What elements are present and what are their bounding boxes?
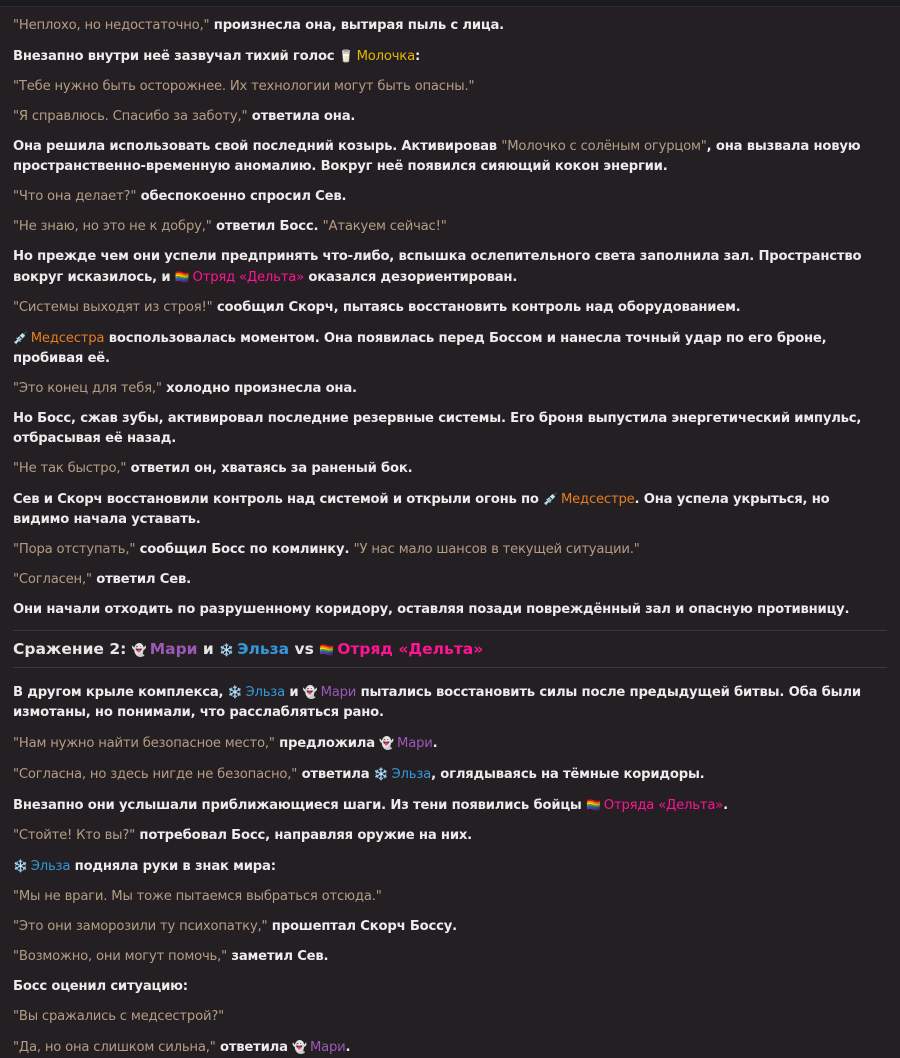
rainbow-flag-icon: 🏳️‍🌈 — [319, 643, 335, 657]
milk-icon: 🥛 — [338, 49, 354, 63]
story-paragraph — [13, 887, 887, 907]
section-battle-2 — [13, 630, 887, 668]
story-paragraph — [13, 247, 887, 288]
character-name-mari: Мари — [320, 685, 357, 700]
story-paragraph — [13, 187, 887, 207]
story-paragraph — [13, 16, 887, 36]
narration-text: и — [197, 640, 220, 658]
quote-text: "Молочко с солёным огурцом" — [501, 139, 707, 154]
character-name-delta: Отряд «Дельта» — [192, 270, 304, 285]
narration-text: сообщил Скорч, пытаясь восстановить контроль над оборудованием. — [212, 300, 741, 315]
paragraphs-after — [13, 682, 887, 1058]
quote-text: "Да, но она слишком сильна," — [13, 1040, 216, 1055]
narration-text: , оглядываясь на тёмные коридоры. — [431, 767, 705, 782]
character-name-elsa: Эльза — [245, 685, 285, 700]
character-name-elsa: Эльза — [391, 767, 432, 782]
quote-text: "Нам нужно найти безопасное место," — [13, 736, 275, 751]
quote-text: "Возможно, они могут помочь," — [13, 949, 227, 964]
snowflake-icon: ❄️ — [219, 643, 235, 657]
character-name-mari: Мари — [149, 640, 198, 658]
ghost-icon: 👻 — [292, 1040, 307, 1054]
narration-text: . — [345, 1040, 351, 1055]
character-name-molochka: Молочка — [356, 49, 415, 64]
story-paragraph — [13, 570, 887, 590]
story-paragraph — [13, 947, 887, 967]
snowflake-icon: ❄️ — [227, 685, 243, 699]
quote-text: "Вы сражались с медсестрой?" — [13, 1009, 224, 1024]
story-paragraph — [13, 217, 887, 237]
narration-text: . Она успела укрыться, но видимо начала уставать. — [13, 492, 830, 527]
story-paragraph — [13, 682, 887, 723]
quote-text: "Согласна, но здесь нигде не безопасно," — [13, 767, 298, 782]
narration-text: холодно произнесла она. — [161, 381, 357, 396]
character-name-delta: Отряда «Дельта» — [603, 798, 724, 813]
story-paragraph — [13, 77, 887, 97]
quote-text: "Это они заморозили ту психопатку," — [13, 919, 268, 934]
narration-text: обеспокоенно спросил Сев. — [136, 189, 347, 204]
narration-text: произнесла она, вытирая пыль с лица. — [209, 18, 504, 33]
quote-text: "Атакуем сейчас!" — [322, 219, 447, 234]
paragraphs-before — [13, 16, 887, 620]
narration-text: заметил Сев. — [226, 949, 329, 964]
story-paragraph — [13, 600, 887, 620]
quote-text: "Стойте! Кто вы?" — [13, 828, 136, 843]
narration-text: ответил Босс. — [211, 219, 323, 234]
narration-text: оказался дезориентирован. — [303, 270, 518, 285]
narration-text: Внезапно внутри неё зазвучал тихий голос — [13, 49, 339, 64]
narration-text: сообщил Босс по комлинку. — [135, 542, 354, 557]
story-paragraph — [13, 107, 887, 127]
narration-text: Сев и Скорч восстановили контроль над системой и открыли огонь по — [13, 492, 544, 507]
syringe-icon: 💉 — [13, 331, 28, 345]
narration-text: Босс оценил ситуацию: — [13, 979, 188, 994]
rainbow-flag-icon: 🏳️‍🌈 — [174, 270, 190, 284]
story-paragraph — [13, 917, 887, 937]
narration-text: предложила — [274, 736, 380, 751]
narration-text: , она вызвала новую пространственно-временную аномалию. Вокруг неё появился сияющий кокон энергии. — [13, 139, 861, 174]
snowflake-icon: ❄️ — [13, 859, 28, 873]
story-paragraph — [13, 328, 887, 369]
story-paragraph — [13, 1007, 887, 1027]
story-paragraph — [13, 459, 887, 479]
quote-text: "Системы выходят из строя!" — [13, 300, 213, 315]
story-paragraph — [13, 764, 887, 785]
narration-text: Сражение 2: — [13, 640, 132, 658]
narration-text: ответил Сев. — [91, 572, 191, 587]
quote-text: "Я справлюсь. Спасибо за заботу," — [13, 109, 248, 124]
narration-text: . — [432, 736, 438, 751]
narration-text: воспользовалась моментом. Она появилась перед Боссом и нанесла точный удар по его броне, пробивая её. — [13, 331, 827, 366]
character-name-delta: Отряд «Дельта» — [337, 640, 484, 658]
ghost-icon: 👻 — [131, 643, 147, 657]
story-paragraph — [13, 489, 887, 530]
ghost-icon: 👻 — [379, 736, 395, 750]
story-paragraph — [13, 826, 887, 846]
quote-text: "Согласен," — [13, 572, 92, 587]
narration-text: Она решила использовать свой последний козырь. Активировав — [13, 139, 502, 154]
story-paragraph — [13, 1037, 887, 1058]
character-name-medsestra: Медсестре — [560, 492, 635, 507]
narration-text: прошептал Скорч Боссу. — [267, 919, 457, 934]
narration-text: Они начали отходить по разрушенному коридору, оставляя позади повреждённый зал и опасную противницу. — [13, 602, 850, 617]
snowflake-icon: ❄️ — [373, 767, 389, 781]
story-paragraph — [13, 298, 887, 318]
narration-text: ответил он, хватаясь за раненый бок. — [126, 461, 413, 476]
story-paragraph — [13, 795, 887, 816]
ghost-icon: 👻 — [302, 685, 318, 699]
story-paragraph — [13, 733, 887, 754]
narration-text: : — [414, 49, 421, 64]
narration-text: Но Босс, сжав зубы, активировал последние резервные системы. Его броня выпустила энергетический импульс, отбрасывая её назад. — [13, 411, 862, 446]
syringe-icon: 💉 — [543, 492, 558, 506]
narration-text: потребовал Босс, направляя оружие на них. — [135, 828, 472, 843]
narration-text: Но прежде чем они успели предпринять что-либо, вспышка ослепительного света заполнила зал. Пространство вокруг исказилось, и — [13, 249, 862, 285]
character-name-elsa: Эльза — [30, 859, 71, 874]
narration-text: В другом крыле комплекса, — [13, 685, 228, 700]
narration-text: подняла руки в знак мира: — [70, 859, 276, 874]
narration-text: . — [723, 798, 728, 813]
story-paragraph — [13, 409, 887, 449]
narration-text: ответила — [297, 767, 374, 782]
quote-text: "Не знаю, но это не к добру," — [13, 219, 212, 234]
section-heading — [13, 630, 887, 668]
character-name-mari: Мари — [309, 1040, 346, 1055]
quote-text: "Что она делает?" — [13, 189, 137, 204]
story-paragraph — [13, 379, 887, 399]
top-toolbar — [0, 0, 900, 7]
rainbow-flag-icon: 🏳️‍🌈 — [586, 798, 601, 812]
quote-text: "Мы не враги. Мы тоже пытаемся выбраться отсюда." — [13, 889, 382, 904]
quote-text: "Тебе нужно быть осторожнее. Их технологии могут быть опасны." — [13, 79, 475, 94]
quote-text: "Не так быстро," — [13, 461, 127, 476]
story-paragraph — [13, 137, 887, 177]
narration-text: vs — [289, 640, 320, 658]
narration-text: ответила она. — [247, 109, 356, 124]
narration-text: пытались восстановить силы после предыдущей битвы. Оба были измотаны, но понимали, что расслабляться рано. — [13, 685, 861, 720]
story-content — [0, 7, 900, 1058]
story-paragraph — [13, 540, 887, 560]
character-name-mari: Мари — [397, 736, 433, 751]
character-name-elsa: Эльза — [237, 640, 290, 658]
story-paragraph — [13, 856, 887, 877]
narration-text: и — [285, 685, 303, 700]
quote-text: "У нас мало шансов в текущей ситуации." — [353, 542, 640, 557]
story-paragraph — [13, 977, 887, 997]
quote-text: "Пора отступать," — [13, 542, 136, 557]
story-paragraph — [13, 46, 887, 67]
quote-text: "Это конец для тебя," — [13, 381, 162, 396]
character-name-medsestra: Медсестра — [30, 331, 105, 346]
narration-text: ответила — [215, 1040, 293, 1055]
narration-text: Внезапно они услышали приближающиеся шаги. Из тени появились бойцы — [13, 798, 587, 813]
quote-text: "Неплохо, но недостаточно," — [13, 18, 210, 33]
